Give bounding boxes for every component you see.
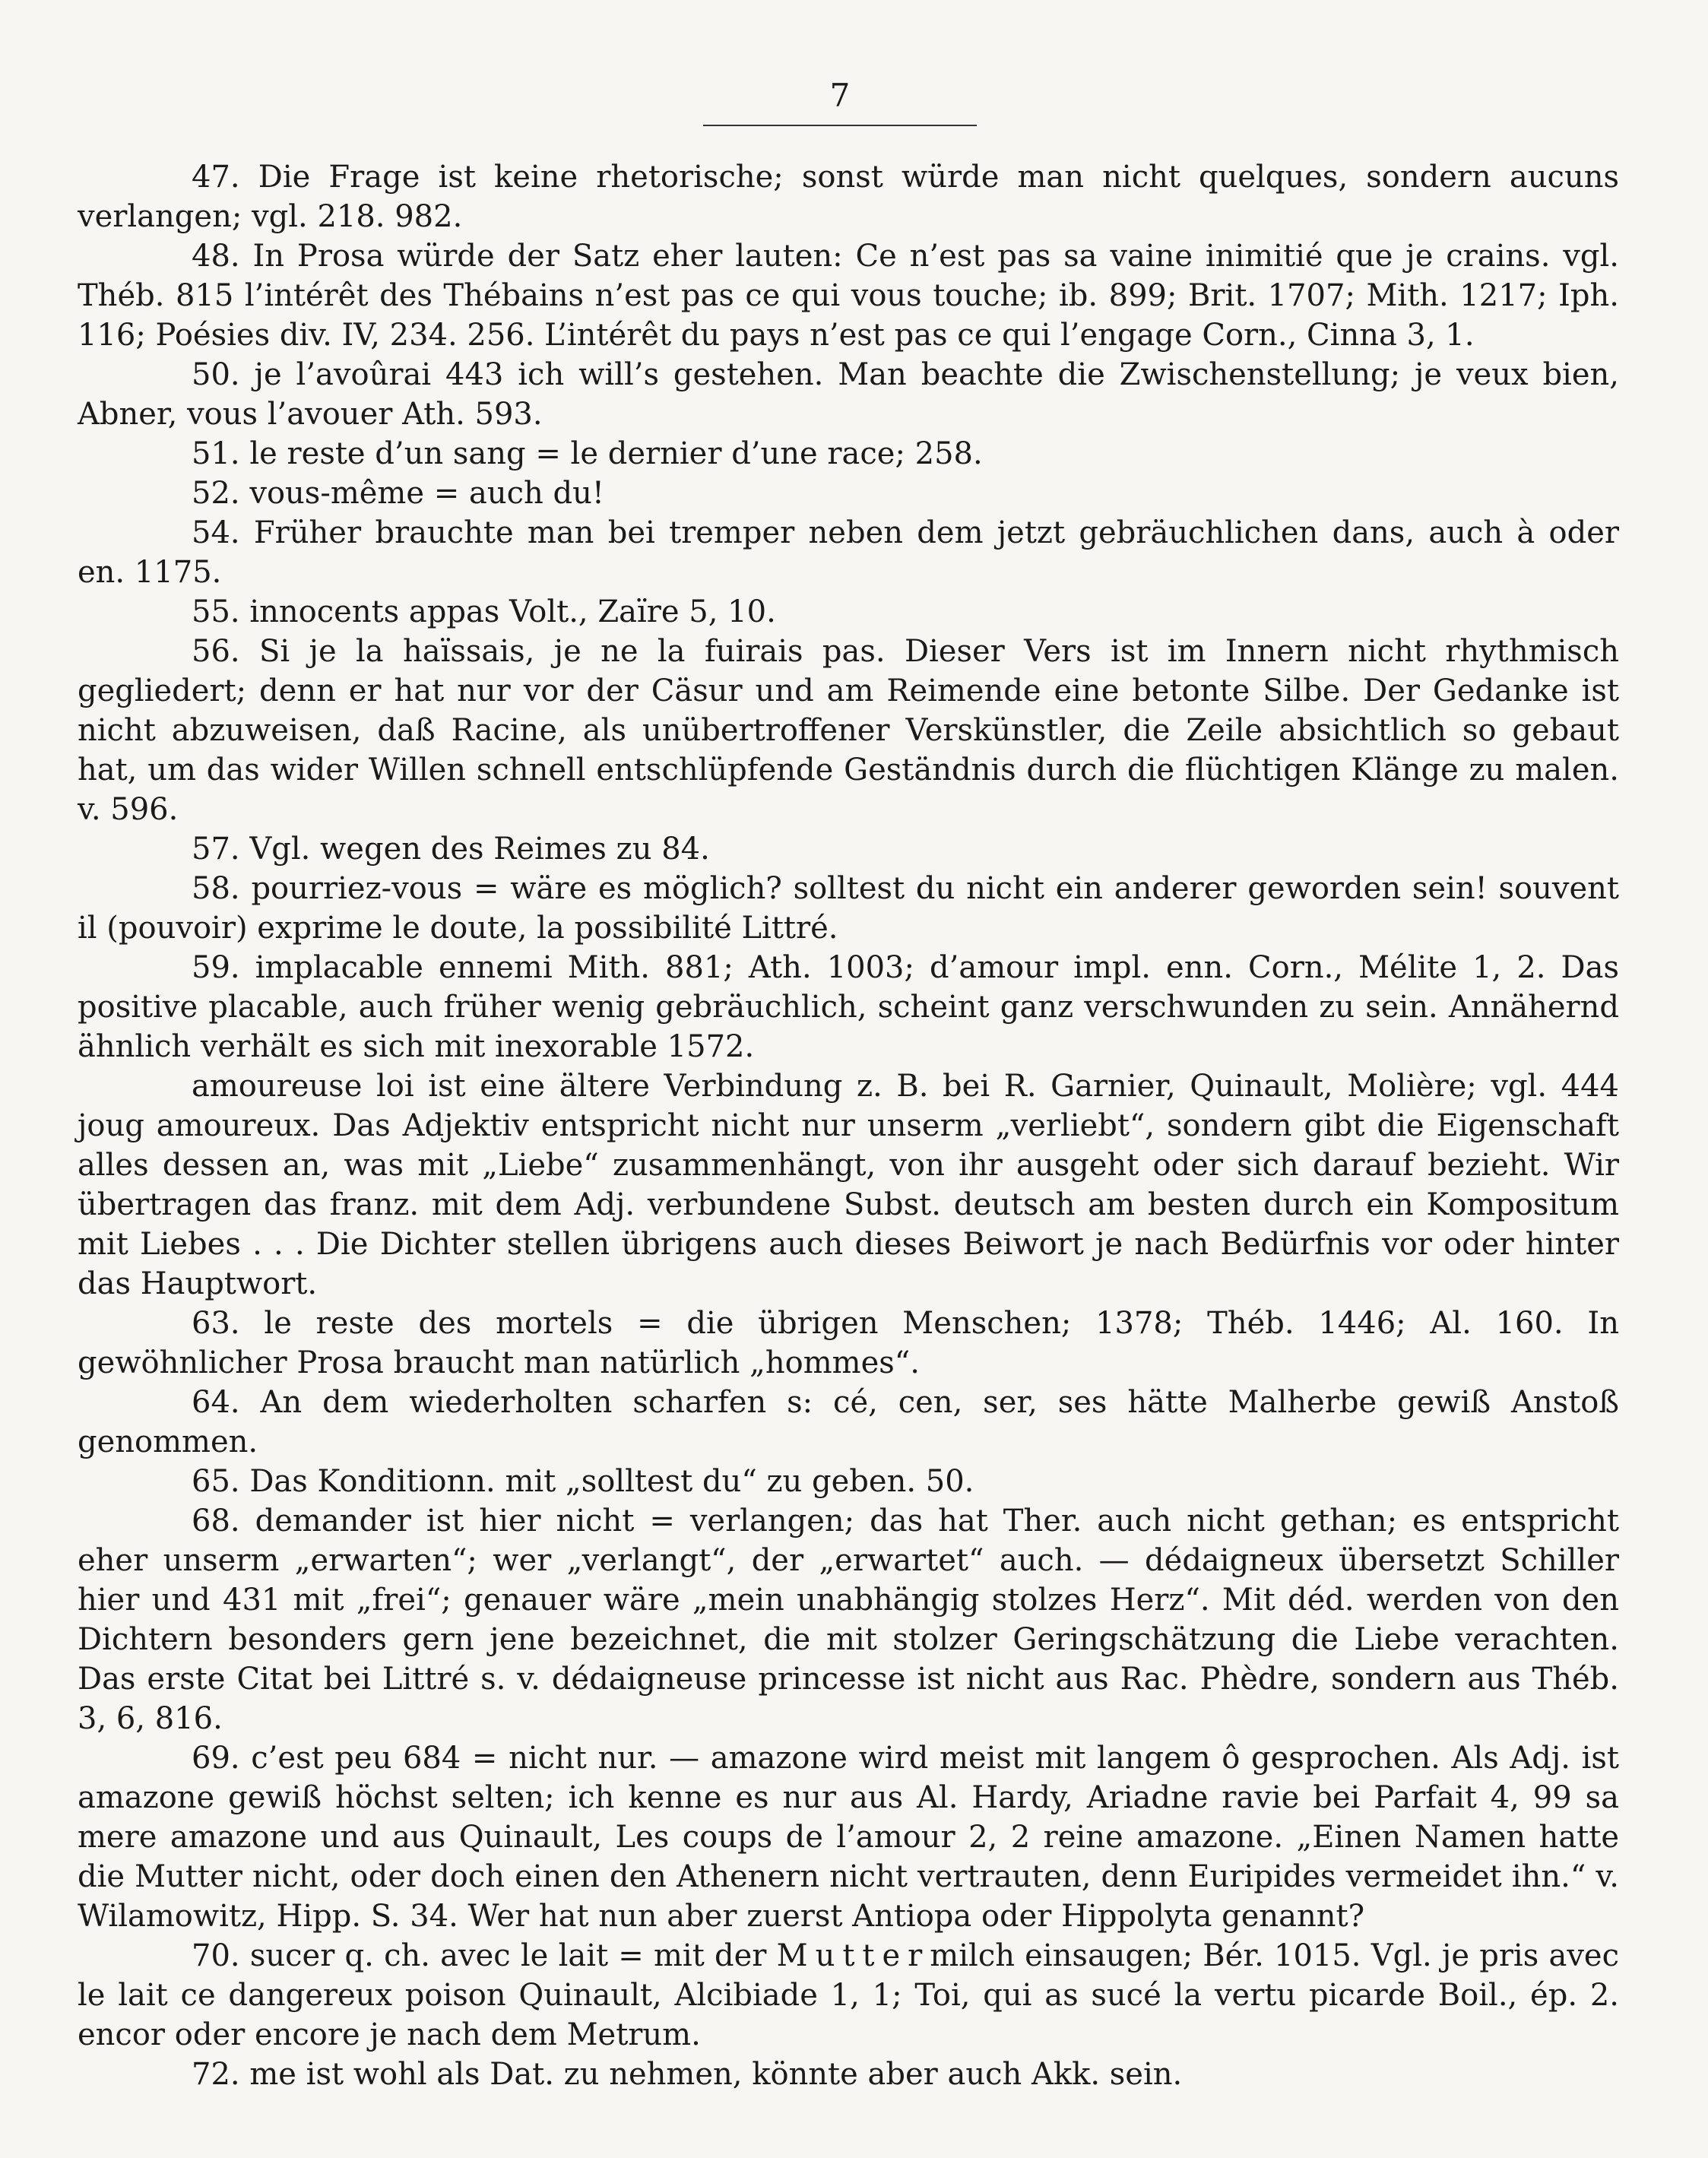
note-number: 56.: [192, 634, 240, 669]
note-text: amoureuse loi ist eine ältere Verbindung z. B. bei R. Garnier, Quinault, Molière; vgl. 444 joug amoureux. Das Adjektiv entspricht nicht nur unserm „verliebt“, sondern gibt die Eigenschaft alles dessen an, was mit „Liebe“ zusammenhängt, von ihr ausgeht oder sich darauf bezieht. Wir übertragen das franz. mit dem Adj. verbundene Subst. deutsch am besten durch ein Kompositum mit Liebes . . . Die Dichter stellen übrigens auch dieses Beiwort je nach Bedürfnis vor oder hinter das Hauptwort.: [78, 1069, 1619, 1301]
note-text: milch einsaugen; Bér. 1015. Vgl. je pris avec le lait ce dangereux poison Quinault, Alcibiade 1, 1; Toi, qui as sucé la vertu picarde Boil., ép. 2. encor oder encore je nach dem Metrum.: [78, 1938, 1619, 2052]
page-number: 7: [829, 77, 851, 114]
note-text: Das Konditionn. mit „solltest du“ zu geben. 50.: [249, 1464, 974, 1499]
note-text: innocents appas Volt., Zaïre 5, 10.: [249, 594, 776, 629]
spaced-emphasis: Mutter: [776, 1938, 930, 1973]
note-54: [78, 513, 1619, 592]
note-65: [78, 1462, 1619, 1501]
header-rule: [703, 125, 977, 126]
note-text: vous-même = auch du!: [249, 476, 604, 511]
note-number: 55.: [192, 594, 240, 629]
note-number: 70.: [192, 1938, 240, 1973]
note-text: pourriez-vous = wäre es möglich? solltest du nicht ein anderer geworden sein! souvent il (pouvoir) exprime le doute, la possibilité Littré.: [78, 871, 1619, 946]
note-55: [78, 592, 1619, 632]
note-number: 64.: [192, 1385, 240, 1420]
note-57: [78, 829, 1619, 869]
note-number: 68.: [192, 1504, 240, 1538]
note-number: 54.: [192, 515, 240, 550]
note-text: je l’avoûrai 443 ich will’s gestehen. Man beachte die Zwischenstellung; je veux bien, Abner, vous l’avouer Ath. 593.: [78, 357, 1620, 432]
note-text: implacable ennemi Mith. 881; Ath. 1003; d’amour impl. enn. Corn., Mélite 1, 2. Das positive placable, auch früher wenig gebräuchlich, scheint ganz verschwunden zu sein. Annähernd ähnlich verhält es sich mit inexorable 1572.: [78, 950, 1619, 1064]
note-number: 47.: [192, 160, 240, 195]
note-number: 57.: [192, 832, 240, 867]
note-number: 52.: [192, 476, 240, 511]
note-text: le reste des mortels = die übrigen Menschen; 1378; Théb. 1446; Al. 160. In gewöhnlicher Prosa braucht man natürlich „hommes“.: [78, 1306, 1619, 1380]
note-text: me ist wohl als Dat. zu nehmen, könnte aber auch Akk. sein.: [249, 2057, 1183, 2092]
note-text: sucer q. ch. avec le lait = mit der: [249, 1938, 777, 1973]
note-52: [78, 474, 1619, 513]
note-59: [78, 948, 1619, 1066]
note-51: [78, 434, 1619, 474]
note-text: Die Frage ist keine rhetorische; sonst würde man nicht quelques, sondern aucuns verlangen; vgl. 218. 982.: [78, 160, 1619, 234]
note-number: 69.: [192, 1741, 240, 1776]
note-64: [78, 1383, 1619, 1462]
note-58: [78, 869, 1619, 948]
note-text: c’est peu 684 = nicht nur. — amazone wird meist mit langem ô gesprochen. Als Adj. ist amazone gewiß höchst selten; ich kenne es nur aus Al. Hardy, Ariadne ravie bei Parfait 4, 99 sa mere amazone und aus Quinault, Les coups de l’amour 2, 2 reine amazone. „Einen Namen hatte die Mutter nicht, oder doch einen den Athenern nicht vertrauten, denn Euripides vermeidet ihn.“ v. Wilamowitz, Hipp. S. 34. Wer hat nun aber zuerst Antiopa oder Hippolyta genannt?: [78, 1741, 1619, 1934]
note-number: 58.: [192, 871, 240, 906]
note-text: demander ist hier nicht = verlangen; das hat Ther. auch nicht gethan; es entspricht eher unserm „erwarten“; wer „verlangt“, der „erwartet“ auch. — dédaigneux übersetzt Schiller hier und 431 mit „frei“; genauer wäre „mein unabhängig stolzes Herz“. Mit déd. werden von den Dichtern besonders gern jene bezeichnet, die mit stolzer Geringschätzung die Liebe verachten. Das erste Citat bei Littré s. v. dédaigneuse princesse ist nicht aus Rac. Phèdre, sondern aus Théb. 3, 6, 816.: [78, 1504, 1620, 1736]
note-number: 72.: [192, 2057, 240, 2092]
note-47: [78, 157, 1619, 236]
note-69: [78, 1738, 1619, 1936]
note-text: In Prosa würde der Satz eher lauten: Ce n’est pas sa vaine inimitié que je crains. vgl. Théb. 815 l’intérêt des Thébains n’est pas ce qui vous touche; ib. 899; Brit. 1707; Mith. 1217; Iph. 116; Poésies div. IV, 234. 256. L’intérêt du pays n’est pas ce qui l’engage Corn., Cinna 3, 1.: [78, 239, 1619, 353]
note-68: [78, 1501, 1619, 1738]
note-56: [78, 632, 1619, 829]
note-text: An dem wiederholten scharfen s: cé, cen, ser, ses hätte Malherbe gewiß Anstoß genommen.: [78, 1385, 1619, 1459]
note-48: [78, 236, 1619, 355]
note-number: 65.: [192, 1464, 240, 1499]
notes-body: [78, 157, 1619, 2094]
note-number: 48.: [192, 239, 240, 274]
note-text: Si je la haïssais, je ne la fuirais pas. Dieser Vers ist im Innern nicht rhythmisch gegliedert; denn er hat nur vor der Cäsur und am Reimende eine betonte Silbe. Der Gedanke ist nicht abzuweisen, daß Racine, als unübertroffener Verskünstler, die Zeile absichtlich so gebaut hat, um das wider Willen schnell entschlüpfende Geständnis durch die flüchtigen Klänge zu malen. v. 596.: [78, 634, 1619, 827]
note-number: 50.: [192, 357, 240, 392]
note-text: Vgl. wegen des Reimes zu 84.: [249, 832, 710, 867]
note-50: [78, 355, 1619, 434]
note-59-continued: [78, 1066, 1619, 1304]
note-number: 51.: [192, 436, 240, 471]
note-63: [78, 1304, 1619, 1383]
note-number: 59.: [192, 950, 240, 985]
note-number: 63.: [192, 1306, 240, 1341]
note-text: Früher brauchte man bei tremper neben dem jetzt gebräuchlichen dans, auch à oder en. 1175.: [78, 515, 1619, 590]
note-text: le reste d’un sang = le dernier d’une race; 258.: [249, 436, 983, 471]
note-70: [78, 1936, 1619, 2055]
note-72: [78, 2055, 1619, 2094]
